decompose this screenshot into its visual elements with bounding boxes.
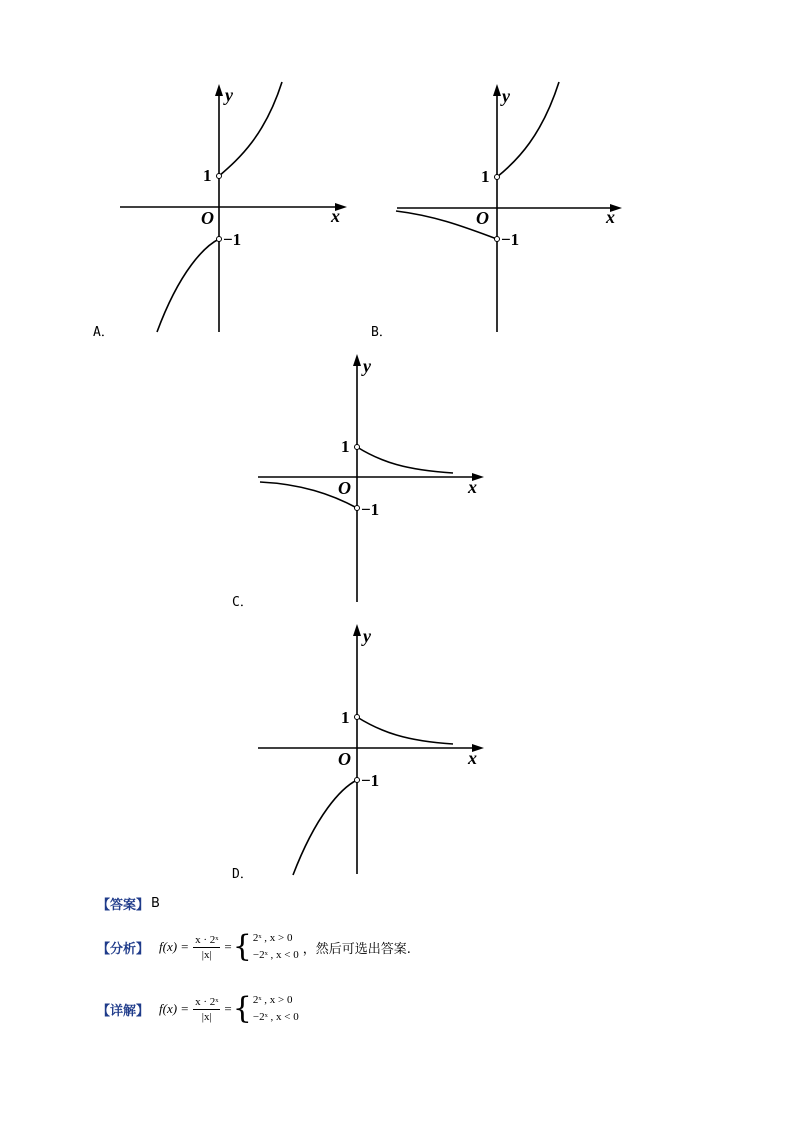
formula-equals: = [224, 939, 232, 954]
detail-tag: 【详解】 [97, 1003, 150, 1019]
option-a-label: A． [93, 325, 114, 340]
open-point-bottom [355, 506, 360, 511]
y-axis-arrow [353, 624, 361, 636]
formula-equals: = [224, 1001, 232, 1016]
formula-denominator: |x| [201, 1010, 212, 1023]
detail-line [97, 992, 299, 1026]
tick-neg-one: −1 [361, 500, 380, 519]
formula-cases [253, 992, 299, 1026]
graph-a-svg [115, 80, 355, 340]
tick-one: 1 [481, 167, 490, 186]
graph-option-a [115, 80, 355, 345]
curve-right-branch [357, 447, 453, 473]
analysis-formula [159, 930, 299, 964]
x-axis-label: x [468, 748, 477, 768]
x-axis-label: x [468, 477, 477, 497]
graph-option-c [256, 350, 496, 615]
tick-neg-one: −1 [501, 230, 520, 249]
y-axis-arrow [215, 84, 223, 96]
formula-fraction [193, 995, 220, 1024]
option-c-label: C． [232, 595, 253, 610]
graph-option-d [256, 620, 496, 885]
open-point-bottom [355, 778, 360, 783]
open-point-top [355, 445, 360, 450]
analysis-trailing-text: ，然后可选出答案. [302, 941, 411, 957]
curve-left-branch [293, 780, 357, 875]
graph-b-svg [392, 80, 632, 340]
y-axis-label: y [363, 356, 371, 376]
formula-numerator: x · 2ˣ [195, 933, 219, 946]
option-d-label: D． [232, 867, 253, 882]
open-point-top [217, 174, 222, 179]
graph-d-svg [256, 620, 496, 880]
origin-label: O [338, 749, 351, 769]
formula-fraction [193, 933, 220, 962]
open-point-top [355, 715, 360, 720]
x-axis-label: x [331, 206, 340, 226]
formula-brace: { [232, 991, 252, 1026]
option-b-label: B． [371, 325, 392, 340]
formula-denominator: |x| [201, 948, 212, 961]
y-axis-label: y [502, 86, 510, 106]
formula-numerator: x · 2ˣ [195, 995, 219, 1008]
detail-formula [159, 992, 299, 1026]
origin-label: O [338, 478, 351, 498]
analysis-line [97, 930, 411, 964]
open-point-bottom [495, 237, 500, 242]
tick-neg-one: −1 [361, 771, 380, 790]
y-axis-label: y [225, 85, 233, 105]
formula-case-2: −2ˣ , x < 0 [252, 949, 299, 961]
answer-value: B [151, 896, 160, 911]
open-point-bottom [217, 237, 222, 242]
open-point-top [495, 175, 500, 180]
tick-one: 1 [341, 708, 350, 727]
answer-line [97, 894, 160, 913]
formula-case-1: 2ˣ , x > 0 [252, 994, 293, 1006]
answer-tag: 【答案】 [97, 898, 150, 913]
graph-c-svg [256, 350, 496, 610]
x-axis-label: x [606, 207, 615, 227]
tick-neg-one: −1 [223, 230, 242, 249]
origin-label: O [476, 208, 489, 228]
curve-right-branch [357, 717, 453, 744]
y-axis-label: y [363, 626, 371, 646]
curve-left-branch [157, 239, 219, 332]
formula-case-2: −2ˣ , x < 0 [252, 1011, 299, 1023]
graph-option-b [392, 80, 632, 345]
analysis-tag: 【分析】 [97, 941, 150, 957]
y-axis-arrow [353, 354, 361, 366]
formula-lhs: f(x) = [159, 939, 190, 954]
tick-one: 1 [341, 437, 350, 456]
origin-label: O [201, 208, 214, 228]
formula-case-1: 2ˣ , x > 0 [252, 932, 293, 944]
formula-lhs: f(x) = [159, 1001, 190, 1016]
formula-cases [253, 930, 299, 964]
formula-brace: { [232, 929, 252, 964]
tick-one: 1 [203, 166, 212, 185]
y-axis-arrow [493, 84, 501, 96]
